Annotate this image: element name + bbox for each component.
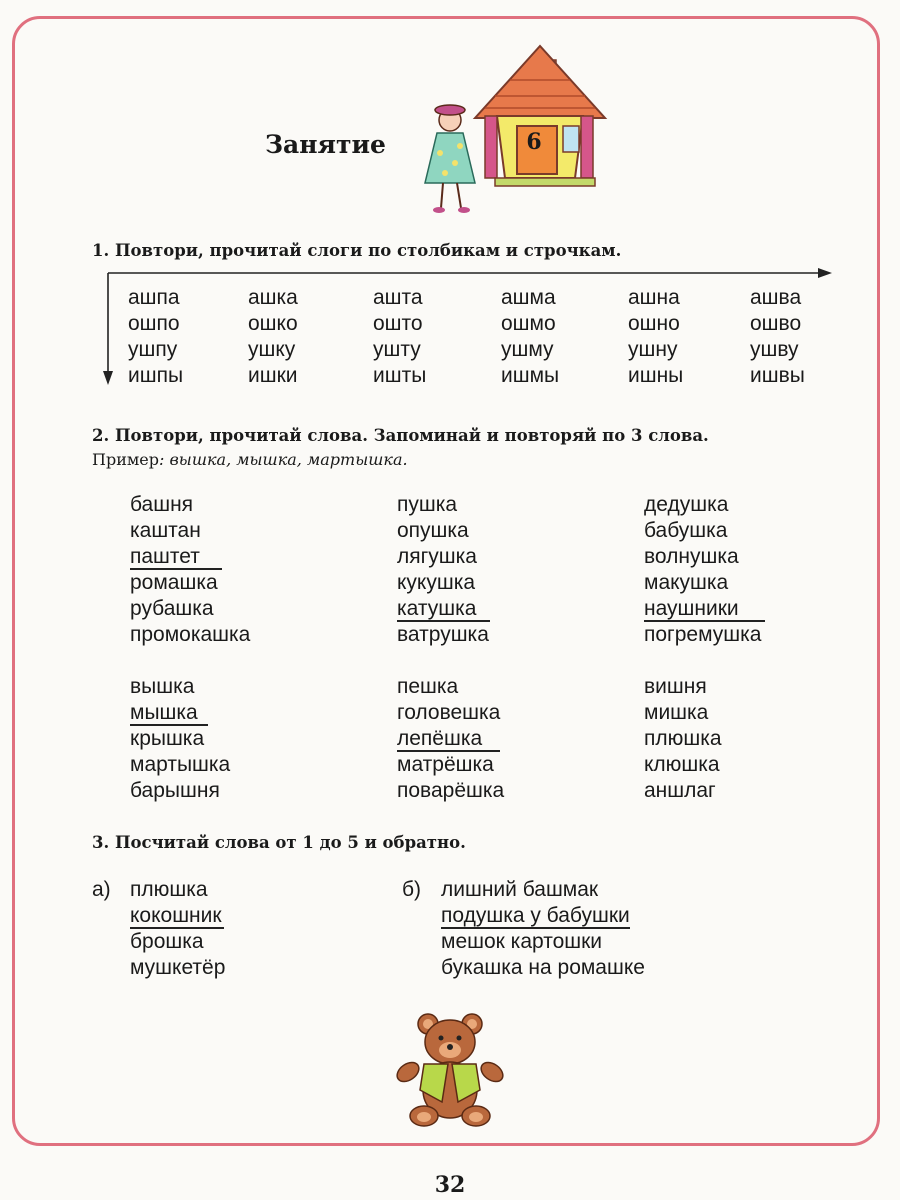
syllable: ишки bbox=[248, 364, 298, 387]
word: аншлаг bbox=[644, 779, 716, 802]
word: вишня bbox=[644, 675, 707, 698]
word: барышня bbox=[130, 779, 220, 802]
lesson-number: 6 bbox=[526, 129, 542, 155]
word-column-1a bbox=[130, 492, 250, 648]
word: поварёшка bbox=[397, 779, 505, 802]
word-underlined: мышка bbox=[130, 701, 208, 726]
syllable: ишпы bbox=[128, 364, 184, 387]
syllable: ашна bbox=[628, 286, 680, 309]
syllable: ашпа bbox=[128, 286, 180, 309]
lesson-title: Занятие bbox=[265, 130, 386, 159]
word: опушка bbox=[397, 519, 469, 542]
word: промокашка bbox=[130, 623, 251, 646]
phrase: букашка на ромашке bbox=[441, 956, 645, 979]
word: пушка bbox=[397, 493, 458, 516]
word: макушка bbox=[644, 571, 729, 594]
word: ватрушка bbox=[397, 623, 489, 646]
teddy-bear-illustration bbox=[390, 1010, 510, 1130]
word-column-3b bbox=[644, 674, 722, 804]
syllable: ушку bbox=[248, 338, 296, 361]
syllable: ошво bbox=[750, 312, 802, 335]
word-column-2b bbox=[397, 674, 504, 804]
phrase-underlined: подушка у бабушки bbox=[441, 904, 630, 927]
word: кукушка bbox=[397, 571, 476, 594]
word: брошка bbox=[130, 930, 204, 953]
syllable: ишмы bbox=[501, 364, 560, 387]
word: матрёшка bbox=[397, 753, 494, 776]
word: дедушка bbox=[644, 493, 729, 516]
word: плюшка bbox=[130, 878, 208, 901]
syllable: ушту bbox=[373, 338, 421, 361]
word: плюшка bbox=[644, 727, 722, 750]
task2-example bbox=[92, 450, 408, 469]
word-underlined: паштет bbox=[130, 545, 222, 570]
task3-heading: 3. Посчитай слова от 1 до 5 и обратно. bbox=[92, 833, 466, 852]
syllable: ашма bbox=[501, 286, 556, 309]
word: мушкетёр bbox=[130, 956, 226, 979]
syllable: ошно bbox=[628, 312, 680, 335]
syllable-column-1 bbox=[128, 285, 183, 389]
example-text: : вышка, мышка, мартышка. bbox=[159, 450, 408, 469]
syllable: ашка bbox=[248, 286, 298, 309]
word: клюшка bbox=[644, 753, 720, 776]
syllable: ошто bbox=[373, 312, 423, 335]
syllable: ушпу bbox=[128, 338, 178, 361]
example-label: Пример bbox=[92, 450, 160, 469]
word: волнушка bbox=[644, 545, 739, 568]
word: мартышка bbox=[130, 753, 231, 776]
word: каштан bbox=[130, 519, 201, 542]
task1-heading: 1. Повтори, прочитай слоги по столбикам и строчкам. bbox=[92, 241, 622, 260]
word: пешка bbox=[397, 675, 459, 698]
word: лягушка bbox=[397, 545, 477, 568]
word: головешка bbox=[397, 701, 501, 724]
task3-b-list bbox=[441, 877, 645, 981]
syllable: ушму bbox=[501, 338, 554, 361]
task3-a-label: а) bbox=[92, 878, 111, 901]
word: крышка bbox=[130, 727, 205, 750]
word: вышка bbox=[130, 675, 195, 698]
syllable-column-2 bbox=[248, 285, 298, 389]
syllable: ошпо bbox=[128, 312, 180, 335]
word-column-1b bbox=[130, 674, 230, 804]
word-column-3a bbox=[644, 492, 765, 648]
syllable-column-3 bbox=[373, 285, 426, 389]
word: погремушка bbox=[644, 623, 762, 646]
word: ромашка bbox=[130, 571, 218, 594]
syllable: ушну bbox=[628, 338, 678, 361]
word: рубашка bbox=[130, 597, 214, 620]
syllable: ушву bbox=[750, 338, 799, 361]
syllable: ишвы bbox=[750, 364, 805, 387]
word-column-2a bbox=[397, 492, 490, 648]
word: башня bbox=[130, 493, 194, 516]
word-underlined: наушники bbox=[644, 597, 765, 622]
syllable: ошмо bbox=[501, 312, 556, 335]
word: мишка bbox=[644, 701, 709, 724]
syllable: ашта bbox=[373, 286, 423, 309]
phrase: мешок картошки bbox=[441, 930, 603, 953]
task3-b-label: б) bbox=[402, 878, 422, 901]
page-number: 32 bbox=[434, 1172, 466, 1198]
word-underlined: лепёшка bbox=[397, 727, 500, 752]
syllable: ашва bbox=[750, 286, 802, 309]
task3-a-list bbox=[130, 877, 225, 981]
task1-arrows bbox=[100, 265, 835, 390]
task2-heading: 2. Повтори, прочитай слова. Запоминай и повторяй по 3 слова. bbox=[92, 426, 709, 445]
word-underlined: кокошник bbox=[130, 904, 222, 927]
syllable-column-6 bbox=[750, 285, 805, 389]
syllable-column-5 bbox=[628, 285, 683, 389]
word-underlined: катушка bbox=[397, 597, 490, 622]
syllable: ишны bbox=[628, 364, 684, 387]
syllable: ишты bbox=[373, 364, 427, 387]
word: бабушка bbox=[644, 519, 728, 542]
syllable-column-4 bbox=[501, 285, 559, 389]
syllable: ошко bbox=[248, 312, 298, 335]
phrase: лишний башмак bbox=[441, 878, 599, 901]
